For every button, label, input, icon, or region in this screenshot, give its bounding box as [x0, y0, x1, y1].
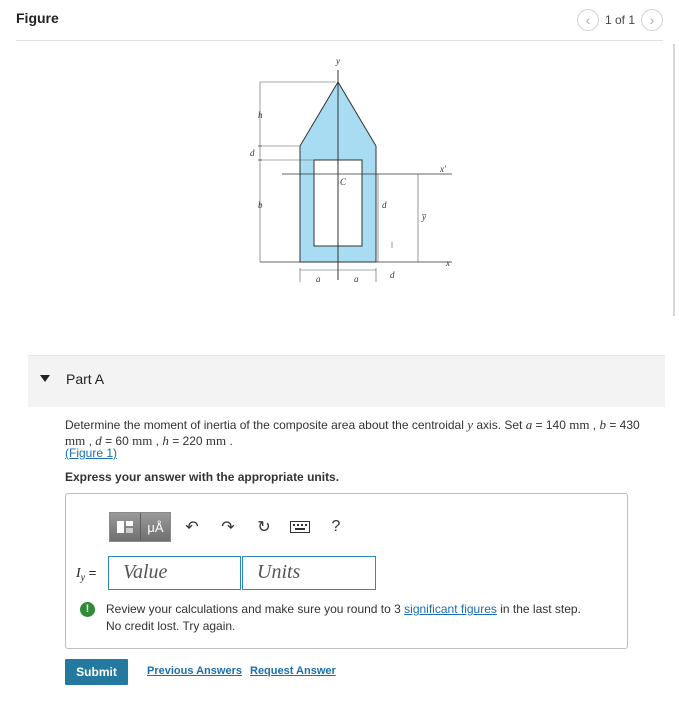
math-toolbar	[109, 511, 351, 543]
composite-area-figure	[240, 52, 470, 292]
caret-down-icon[interactable]	[40, 375, 50, 382]
label-x-axis: x	[446, 258, 450, 268]
request-answer-link[interactable]: Request Answer	[250, 665, 336, 677]
label-x-prime: x'	[440, 164, 446, 174]
label-a-2: a	[354, 274, 359, 284]
label-d-bottom: d	[390, 270, 395, 280]
label-b: b	[258, 200, 263, 210]
label-d-right: d	[382, 200, 387, 210]
redo-icon[interactable]: ↷	[221, 519, 235, 536]
express-instruction: Express your answer with the appropriate units.	[65, 470, 340, 484]
previous-answers-link[interactable]: Previous Answers	[147, 665, 242, 677]
label-centroid: C	[340, 177, 347, 187]
pager-text: 1 of 1	[604, 13, 635, 27]
reset-icon[interactable]: ↻	[257, 519, 271, 536]
chevron-left-icon[interactable]: ‹	[577, 9, 599, 31]
template-icon[interactable]	[110, 513, 140, 541]
scroll-edge	[673, 44, 675, 316]
label-y-axis: y	[336, 56, 340, 66]
label-a-1: a	[316, 274, 321, 284]
chevron-right-icon[interactable]: ›	[641, 9, 663, 31]
header-divider	[16, 40, 663, 41]
units-button[interactable]: μÅ	[140, 513, 170, 541]
feedback-text: Review your calculations and make sure you round to 3 significant figures in the last step. No credit lost. Try again.	[106, 602, 581, 633]
significant-figures-link[interactable]: significant figures	[404, 602, 497, 616]
label-y-bar: y̅	[422, 212, 426, 222]
figure-diagram	[240, 52, 470, 292]
keyboard-icon[interactable]	[285, 512, 315, 542]
label-d-left: d	[250, 148, 255, 158]
figure-header	[0, 0, 679, 40]
value-input[interactable]: Value	[108, 556, 241, 590]
answer-box	[65, 493, 628, 649]
part-title: Part A	[66, 371, 105, 387]
toolbar-button-group	[109, 512, 171, 542]
figure-title: Figure	[16, 10, 59, 26]
figure-pager	[577, 9, 663, 31]
question-text: Determine the moment of inertia of the composite area about the centroidal y axis. Set a = 140 mm , b = 430 mm , d = 60 mm , h = 220 mm .	[65, 417, 640, 448]
label-h: h	[258, 110, 263, 120]
alert-icon: !	[80, 602, 95, 617]
part-a-header[interactable]	[28, 355, 665, 407]
answer-label: $I_y$ =	[76, 565, 97, 584]
units-input[interactable]: Units	[242, 556, 376, 590]
help-button[interactable]: ?	[331, 518, 341, 535]
figure-link[interactable]: (Figure 1)	[65, 446, 118, 460]
undo-icon[interactable]: ↶	[185, 519, 199, 536]
submit-button[interactable]: Submit	[65, 659, 128, 685]
